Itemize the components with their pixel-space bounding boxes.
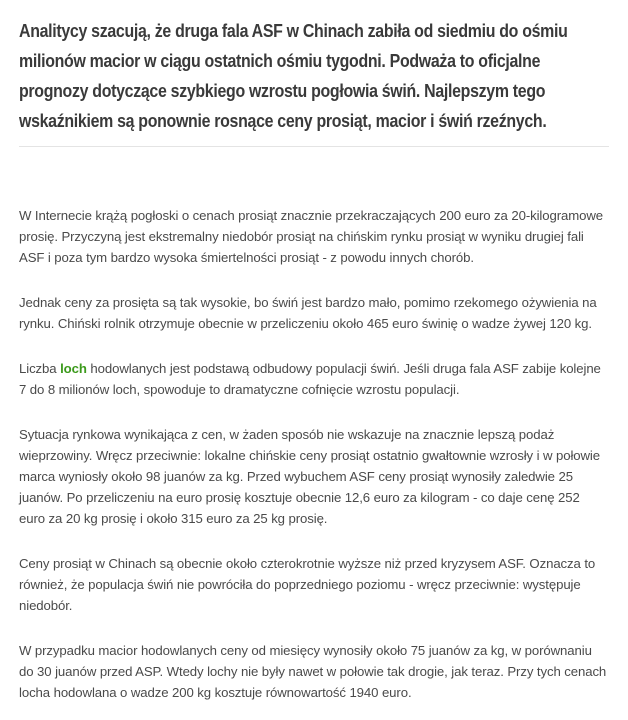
article-lead: Analitycy szacują, że druga fala ASF w Chinach zabiła od siedmiu do ośmiu milionów macior w ciągu ostatnich ośmiu tygodni. Podważa to oficjalne prognozy dotyczące szybkiego wzrostu pogłowia świń. Najlepszym tego wskaźnikiem są ponownie rosnące ceny prosiąt, macior i świń rzeźnych. bbox=[19, 20, 568, 131]
paragraph-3-text-start: Liczba bbox=[19, 361, 61, 376]
article-body bbox=[19, 205, 609, 720]
paragraph-2: Jednak ceny za prosięta są tak wysokie, bo świń jest bardzo mało, pomimo rzekomego ożywienia na rynku. Chiński rolnik otrzymuje obecnie w przeliczeniu około 465 euro świnię o wadze żywej 120 kg. bbox=[19, 295, 597, 331]
paragraph-6: W przypadku macior hodowlanych ceny od miesięcy wynosiły około 75 juanów za kg, w porównaniu do 30 juanów przed ASP. Wtedy lochy nie były nawet w połowie tak drogie, jak teraz. Przy tych cenach locha hodowlana o wadze 200 kg kosztuje równowartość 1940 euro. bbox=[19, 643, 607, 700]
paragraph-1: W Internecie krążą pogłoski o cenach prosiąt znacznie przekraczających 200 euro za 20-kilogramowe prosię. Przyczyną jest ekstremalny niedobór prosiąt na chińskim rynku prosiąt w wyniku drugiej fali ASF i poza tym bardzo wysoka śmiertelności prosiąt - z powodu innych chorób. bbox=[19, 208, 604, 265]
paragraph-3 bbox=[19, 358, 609, 400]
lead-divider bbox=[19, 146, 609, 147]
paragraph-5: Ceny prosiąt w Chinach są obecnie około czterokrotnie wyższe niż przed kryzysem ASF. Oznacza to również, że populacja świń nie powróciła do poprzedniego poziomu - wręcz przeciwnie: występuje niedobór. bbox=[19, 556, 596, 613]
paragraph-3-text-end: hodowlanych jest podstawą odbudowy populacji świń. Jeśli druga fala ASF zabije kolejne 7 do 8 milionów loch, spowoduje to dramatyczne cofnięcie wzrostu populacji. bbox=[19, 361, 601, 397]
paragraph-4: Sytuacja rynkowa wynikająca z cen, w żaden sposób nie wskazuje na znacznie lepszą podaż wieprzowiny. Wręcz przeciwnie: lokalne chińskie ceny prosiąt ostatnio gwałtownie wzrosły i w połowie marca wyniosły około 98 juanów za kg. Przed wybuchem ASF ceny prosiąt wynosiły zaledwie 25 juanów. Po przeliczeniu na euro prosię kosztuje obecnie 12,6 euro za kilogram - co daje cenę 252 euro za 20 kg prosię i około 315 euro za 25 kg prosię. bbox=[19, 427, 600, 526]
loch-keyword-link[interactable]: loch bbox=[60, 361, 87, 376]
